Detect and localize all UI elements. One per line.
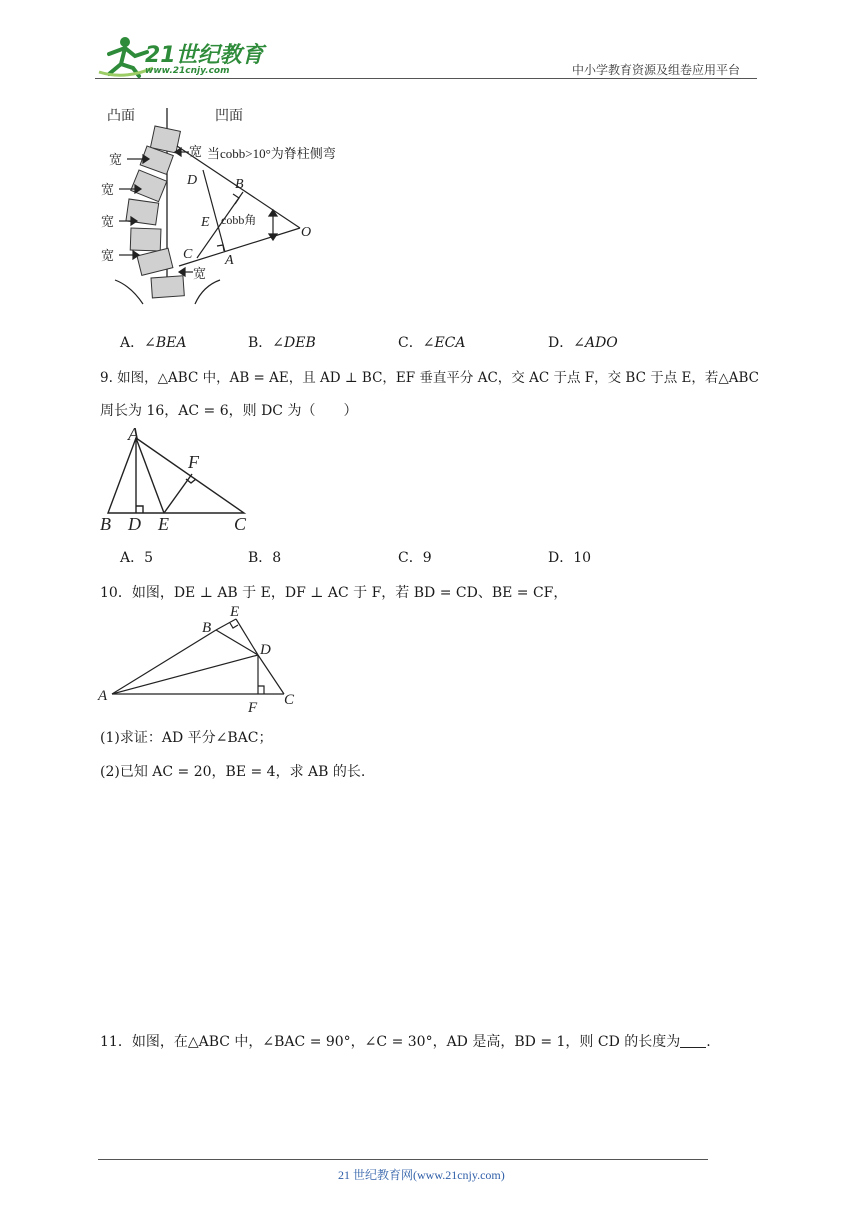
option-letter: A． (120, 550, 145, 566)
label-E: E (201, 215, 210, 230)
q9-stem-line2: 周长为 16，AC = 6，则 DC 为（ ） (100, 403, 358, 419)
footer-link[interactable]: 21 世纪教育网(www.21cnjy.com) (338, 1168, 505, 1182)
option-text: ∠DEB (272, 335, 316, 351)
option-text: 9 (422, 550, 432, 566)
label-C: C (234, 514, 247, 534)
option-letter: D． (548, 335, 574, 351)
header-logo (95, 34, 265, 80)
q9-triangle-figure (98, 424, 258, 536)
logo-main-text: 21世纪教育 (145, 43, 264, 68)
q10-triangle-figure (96, 600, 306, 716)
label-O: O (301, 225, 312, 240)
label-F: F (188, 452, 199, 472)
q11-tail: . (706, 1034, 711, 1050)
wide-label-1: 宽 (109, 152, 123, 167)
option-text: ∠BEA (144, 335, 187, 351)
convex-label: 凸面 (107, 109, 135, 124)
concave-label: 凹面 (215, 109, 243, 124)
q10-stem: 10．如图，DE ⊥ AB 于 E，DF ⊥ AC 于 F，若 BD = CD、BE = CF， (100, 585, 568, 601)
option-text: 10 (573, 550, 592, 566)
label-A: A (128, 424, 139, 444)
q10-part2: (2)已知 AC = 20，BE = 4，求 AB 的长. (100, 764, 366, 780)
wide-label-4: 宽 (101, 248, 115, 263)
footer-divider (98, 1159, 708, 1160)
option-letter: A． (120, 335, 145, 351)
option-letter: C． (398, 335, 423, 351)
label-A: A (225, 253, 234, 268)
label-D: D (260, 642, 271, 658)
cobb-label: cobb角 (221, 213, 257, 227)
q10-part1: (1)求证：AD 平分∠BAC； (100, 730, 273, 746)
option-text: ∠ADO (573, 335, 618, 351)
label-D: D (187, 173, 198, 188)
q11-stem (100, 1031, 711, 1051)
header-divider (95, 78, 757, 79)
q9-option-a[interactable] (120, 547, 153, 567)
q8-option-c[interactable] (398, 332, 466, 352)
q8-option-b[interactable] (248, 332, 316, 352)
label-F: F (248, 700, 258, 716)
option-text: ∠ECA (422, 335, 466, 351)
note-label: 当cobb>10°为脊柱侧弯 (207, 146, 336, 161)
q9-option-c[interactable] (398, 547, 432, 567)
wide-label-3: 宽 (101, 214, 115, 229)
label-B: B (100, 514, 111, 534)
option-letter: D． (548, 550, 574, 566)
label-C: C (284, 692, 295, 708)
logo-sub-text: www.21cnjy.com (145, 66, 230, 76)
wide-label-bottom: 宽 (193, 266, 207, 281)
option-text: 8 (272, 550, 282, 566)
wide-label-2: 宽 (101, 182, 115, 197)
label-E: E (230, 604, 240, 620)
answer-blank[interactable] (680, 1033, 706, 1048)
header-platform-text: 中小学教育资源及组卷应用平台 (572, 63, 741, 77)
label-A: A (98, 688, 108, 704)
wide-label-top: 宽 (189, 144, 203, 159)
spine-figure (95, 100, 375, 315)
label-B: B (202, 620, 212, 636)
q8-option-d[interactable] (548, 332, 618, 352)
q9-stem-line1: 9. 如图，△ABC 中，AB = AE，且 AD ⊥ BC，EF 垂直平分 AC，交 AC 于点 F，交 BC 于点 E，若△ABC (100, 370, 759, 386)
q11-text: 11．如图，在△ABC 中，∠BAC = 90°，∠C = 30°，AD 是高，BD = 1，则 CD 的长度为 (100, 1034, 681, 1050)
option-text: 5 (144, 550, 154, 566)
option-letter: B． (248, 550, 273, 566)
option-letter: C． (398, 550, 423, 566)
option-letter: B． (248, 335, 273, 351)
label-B: B (235, 177, 244, 192)
label-D: D (128, 514, 141, 534)
label-E: E (158, 514, 169, 534)
q8-option-a[interactable] (120, 332, 186, 352)
label-C: C (183, 247, 193, 262)
q9-option-d[interactable] (548, 547, 591, 567)
q9-option-b[interactable] (248, 547, 281, 567)
